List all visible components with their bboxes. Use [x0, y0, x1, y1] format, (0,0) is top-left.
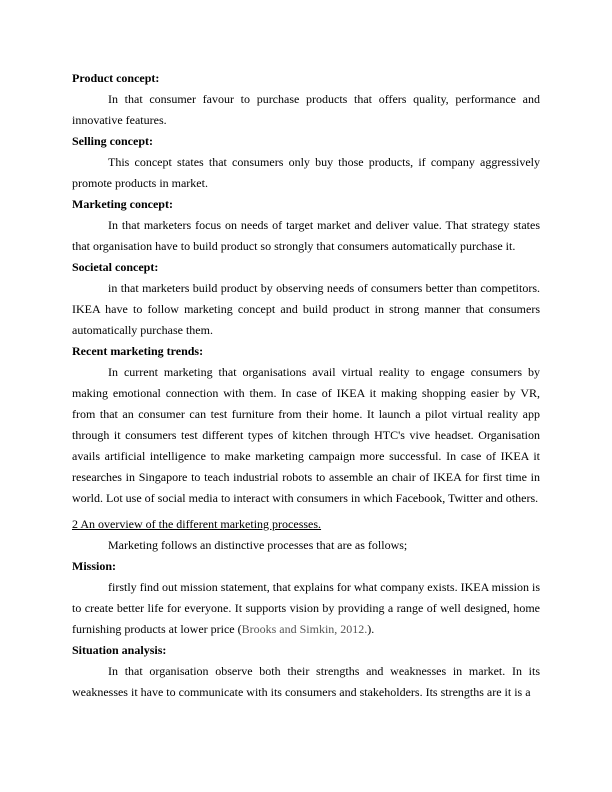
selling-concept-text: This concept states that consumers only buy those products, if company aggressively promote products in market.: [72, 155, 540, 190]
mission-text-end: ).: [367, 622, 375, 636]
situation-analysis-text: In that organisation observe both their strengths and weaknesses in market. In its weaknesses it have to communicate with its consumers and stakeholders. Its strengths are it is a: [72, 664, 540, 699]
marketing-concept-heading: Marketing concept:: [72, 197, 173, 211]
societal-concept-heading: Societal concept:: [72, 260, 159, 274]
recent-trends-heading: Recent marketing trends:: [72, 344, 204, 358]
situation-analysis-heading: Situation analysis:: [72, 643, 167, 657]
selling-concept-heading: Selling concept:: [72, 134, 153, 148]
mission-heading: Mission:: [72, 559, 117, 573]
overview-intro-text: Marketing follows an distinctive processes that are as follows;: [108, 538, 408, 552]
recent-trends-text: In current marketing that organisations avail virtual reality to engage consumers by making emotional connection with them. In case of IKEA it making shopping easier by VR, from that an consumer can test furniture from their home. It launch a pilot virtual reality app through it consumers test different types of kitchen through HTC's vive headset. Organisation avails artificial intelligence to make marketing campaign more successful. In case of IKEA it researches in Singapore to teach industrial robots to assemble an chair of IKEA for first time in world. Lot use of social media to interact with consumers in which Facebook, Twitter and others.: [72, 365, 540, 505]
product-concept-text: In that consumer favour to purchase products that offers quality, performance and innovative features.: [72, 92, 540, 127]
product-concept-heading: Product concept:: [72, 71, 160, 85]
mission-citation: Brooks and Simkin, 2012.: [241, 622, 368, 636]
section-title-overview: 2 An overview of the different marketing processes.: [72, 517, 322, 531]
mission-paragraph: [72, 577, 540, 640]
marketing-concept-text: In that marketers focus on needs of target market and deliver value. That strategy states that organisation have to build product so strongly that consumers automatically purchase it.: [72, 218, 540, 253]
document-page: [72, 68, 540, 703]
mission-text: firstly find out mission statement, that explains for what company exists. IKEA mission is to create better life for everyone. It supports vision by providing a range of well designed, home furnishing products at lower price (: [72, 580, 540, 636]
societal-concept-text: in that marketers build product by observing needs of consumers better than competitors. IKEA have to follow marketing concept and build product in strong manner that consumers automatically purchase them.: [72, 281, 540, 337]
